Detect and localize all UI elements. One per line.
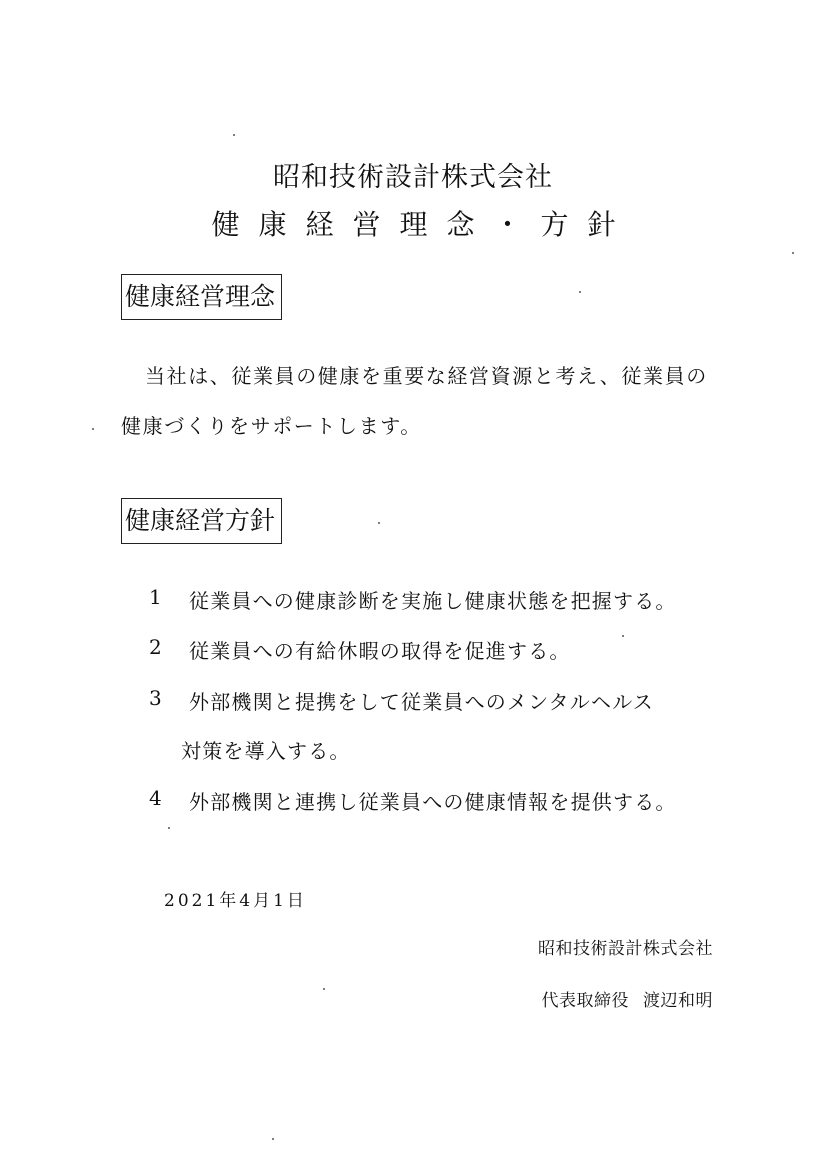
scan-speck	[378, 522, 380, 524]
policy-item-1-text: 従業員への健康診断を実施し健康状態を把握する。	[189, 589, 677, 613]
policy-item-3-text: 外部機関と提携をして従業員へのメンタルヘルス	[189, 690, 654, 714]
policy-item-3-number: 3	[149, 686, 162, 710]
philosophy-heading: 健康経営理念	[121, 274, 282, 320]
policy-item-1-number: 1	[149, 585, 162, 609]
signature-company: 昭和技術設計株式会社	[538, 939, 713, 959]
policy-item-3-text-continued: 対策を導入する。	[181, 739, 351, 763]
scan-speck	[323, 988, 325, 990]
policy-item-4-text: 外部機関と連携し従業員への健康情報を提供する。	[189, 790, 677, 814]
company-title: 昭和技術設計株式会社	[273, 162, 553, 193]
scan-speck	[92, 428, 94, 430]
policy-heading: 健康経営方針	[121, 498, 282, 544]
scan-speck	[622, 635, 624, 637]
issue-date: 2021年4月1日	[164, 891, 307, 911]
scan-speck	[233, 134, 235, 136]
scan-speck	[272, 1138, 274, 1140]
philosophy-text-line-1: 当社は、従業員の健康を重要な経営資源と考え、従業員の	[145, 364, 708, 388]
scan-speck	[792, 252, 794, 254]
signature-name: 渡辺和明	[643, 991, 713, 1011]
scan-speck	[168, 827, 170, 829]
scan-speck	[579, 291, 581, 293]
policy-item-2-text: 従業員への有給休暇の取得を促進する。	[189, 639, 571, 663]
signature-representative	[542, 986, 714, 1011]
policy-item-2-number: 2	[149, 635, 162, 659]
signature-role: 代表取締役	[541, 991, 629, 1011]
philosophy-text-line-2: 健康づくりをサポートします。	[121, 414, 422, 438]
document-title: 健康経営理念・方針	[211, 208, 635, 241]
policy-item-4-number: 4	[149, 786, 162, 810]
